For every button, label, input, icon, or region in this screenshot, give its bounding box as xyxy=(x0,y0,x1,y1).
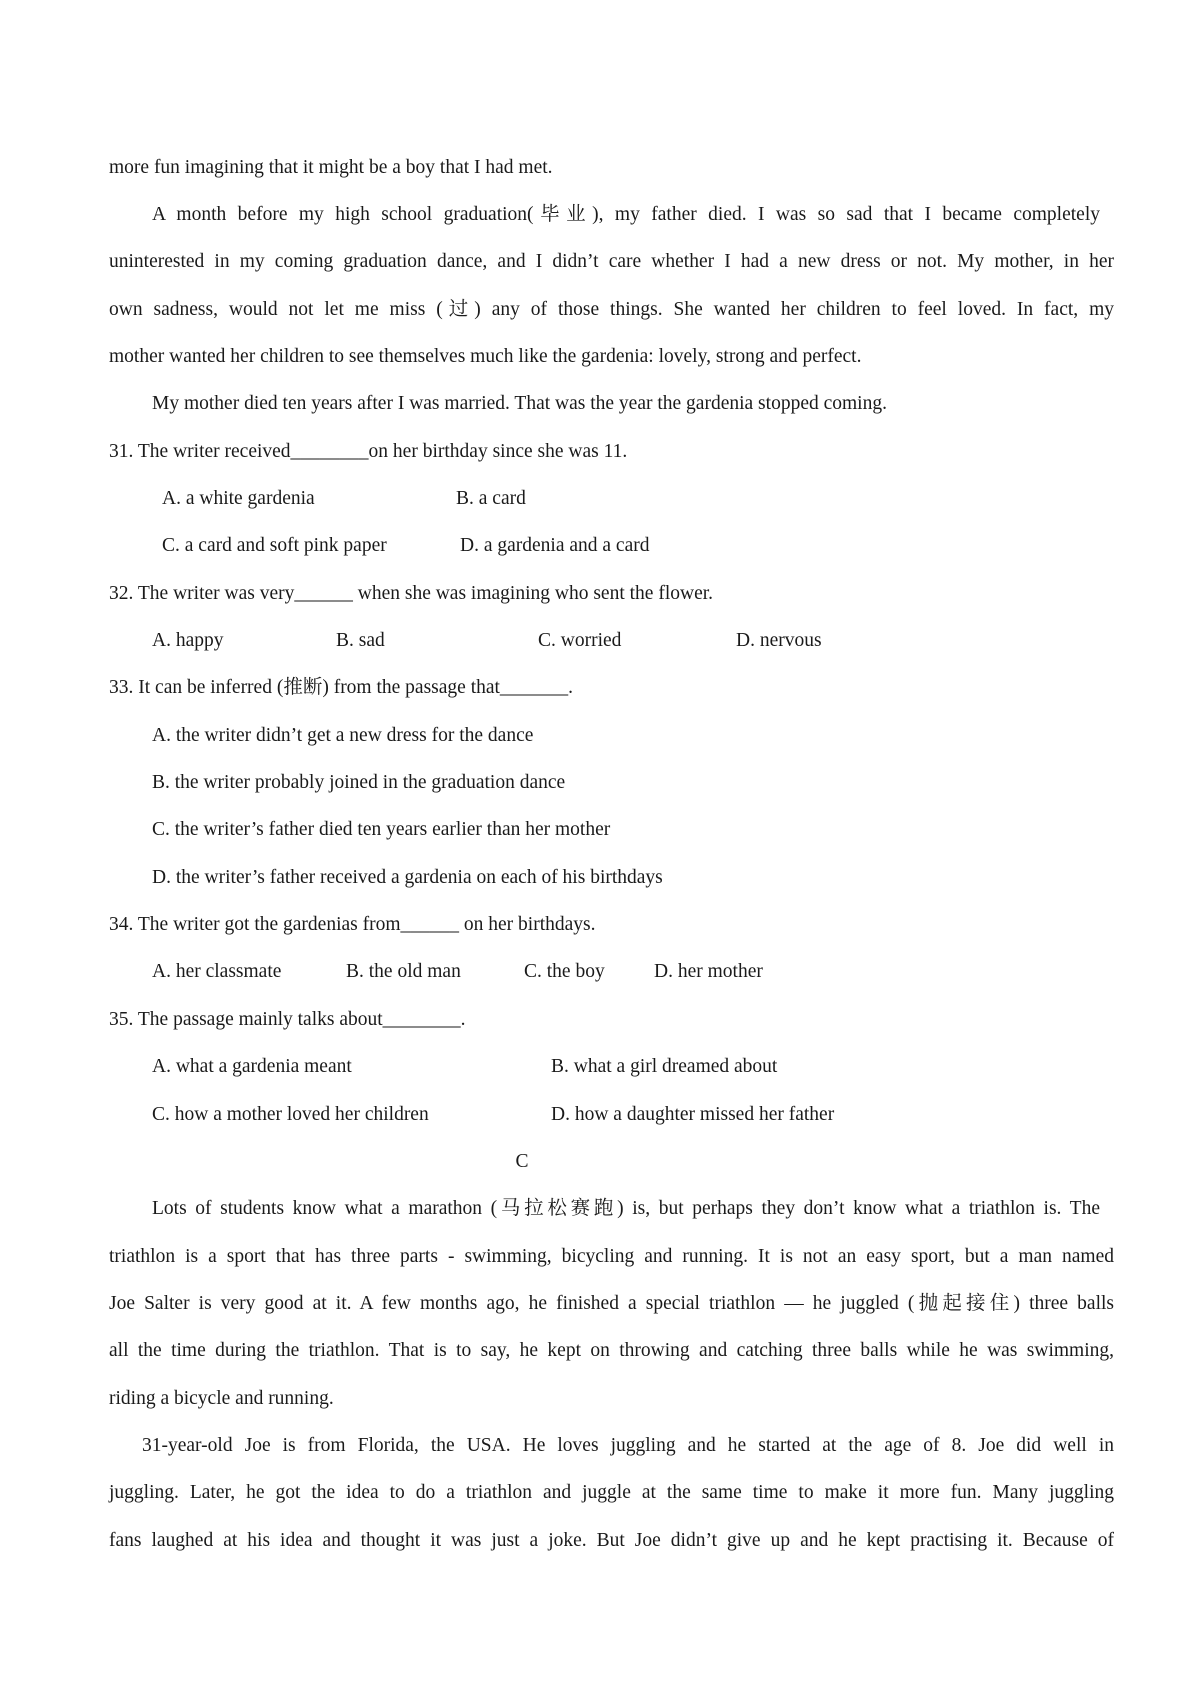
question-35-option-d: D. how a daughter missed her father xyxy=(551,1104,835,1125)
passage-c-p1-line: Joe Salter is very good at it. A few months ago, he finished a special triathlon — he juggled (抛起接住) three balls xyxy=(109,1293,1114,1314)
passage-c-p2-line: 31-year-old Joe is from Florida, the USA. He loves juggling and he started at the age of 8. Joe did well in xyxy=(142,1435,1114,1456)
question-34-option-c: C. the boy xyxy=(524,961,605,982)
question-33-option-a: A. the writer didn’t get a new dress for the dance xyxy=(152,725,534,746)
passage-c-p2-line: juggling. Later, he got the idea to do a triathlon and juggle at the same time to make it more fun. Many juggling xyxy=(109,1482,1114,1503)
passage-b-p2-line: A month before my high school graduation(毕业), my father died. I was so sad that I became completely xyxy=(152,204,1100,225)
passage-c-p1-line: Lots of students know what a marathon (马拉松赛跑) is, but perhaps they don’t know what a triathlon is. The xyxy=(152,1198,1100,1219)
passage-c-p2-line: fans laughed at his idea and thought it was just a joke. But Joe didn’t give up and he kept practising it. Because of xyxy=(109,1530,1114,1551)
question-31-option-a: A. a white gardenia xyxy=(162,488,315,509)
passage-c-p1-line: all the time during the triathlon. That is to say, he kept on throwing and catching three balls while he was swimming, xyxy=(109,1340,1114,1361)
passage-b-p2-line: own sadness, would not let me miss (过) any of those things. She wanted her children to feel loved. In fact, my xyxy=(109,299,1114,320)
passage-b-line: more fun imagining that it might be a boy that I had met. xyxy=(109,157,553,178)
section-heading: C xyxy=(515,1151,529,1172)
passage-c-p1-line: triathlon is a sport that has three parts - swimming, bicycling and running. It is not an easy sport, but a man named xyxy=(109,1246,1114,1267)
question-35-stem: 35. The passage mainly talks about________. xyxy=(109,1009,466,1030)
question-33-option-c: C. the writer’s father died ten years earlier than her mother xyxy=(152,819,611,840)
question-32-option-b: B. sad xyxy=(336,630,385,651)
question-31-option-d: D. a gardenia and a card xyxy=(460,535,650,556)
passage-b-p3: My mother died ten years after I was married. That was the year the gardenia stopped coming. xyxy=(152,393,887,414)
passage-c-p1-line: riding a bicycle and running. xyxy=(109,1388,334,1409)
question-34-stem: 34. The writer got the gardenias from______ on her birthdays. xyxy=(109,914,596,935)
question-32-option-a: A. happy xyxy=(152,630,224,651)
question-34-option-b: B. the old man xyxy=(346,961,461,982)
question-33-option-b: B. the writer probably joined in the graduation dance xyxy=(152,772,566,793)
question-32-option-c: C. worried xyxy=(538,630,622,651)
question-32-stem: 32. The writer was very______ when she was imagining who sent the flower. xyxy=(109,583,714,604)
passage-b-p2-line: uninterested in my coming graduation dance, and I didn’t care whether I had a new dress or not. My mother, in her xyxy=(109,251,1114,272)
question-33-option-d: D. the writer’s father received a gardenia on each of his birthdays xyxy=(152,867,663,888)
question-35-option-b: B. what a girl dreamed about xyxy=(551,1056,778,1077)
question-32-option-d: D. nervous xyxy=(736,630,822,651)
question-35-option-a: A. what a gardenia meant xyxy=(152,1056,352,1077)
passage-b-p2-line: mother wanted her children to see themselves much like the gardenia: lovely, strong and perfect. xyxy=(109,346,862,367)
question-34-option-d: D. her mother xyxy=(654,961,763,982)
question-34-option-a: A. her classmate xyxy=(152,961,282,982)
question-35-option-c: C. how a mother loved her children xyxy=(152,1104,429,1125)
question-31-stem: 31. The writer received________on her birthday since she was 11. xyxy=(109,441,628,462)
question-33-stem: 33. It can be inferred (推断) from the passage that_______. xyxy=(109,677,574,698)
question-31-option-b: B. a card xyxy=(456,488,526,509)
question-31-option-c: C. a card and soft pink paper xyxy=(162,535,387,556)
